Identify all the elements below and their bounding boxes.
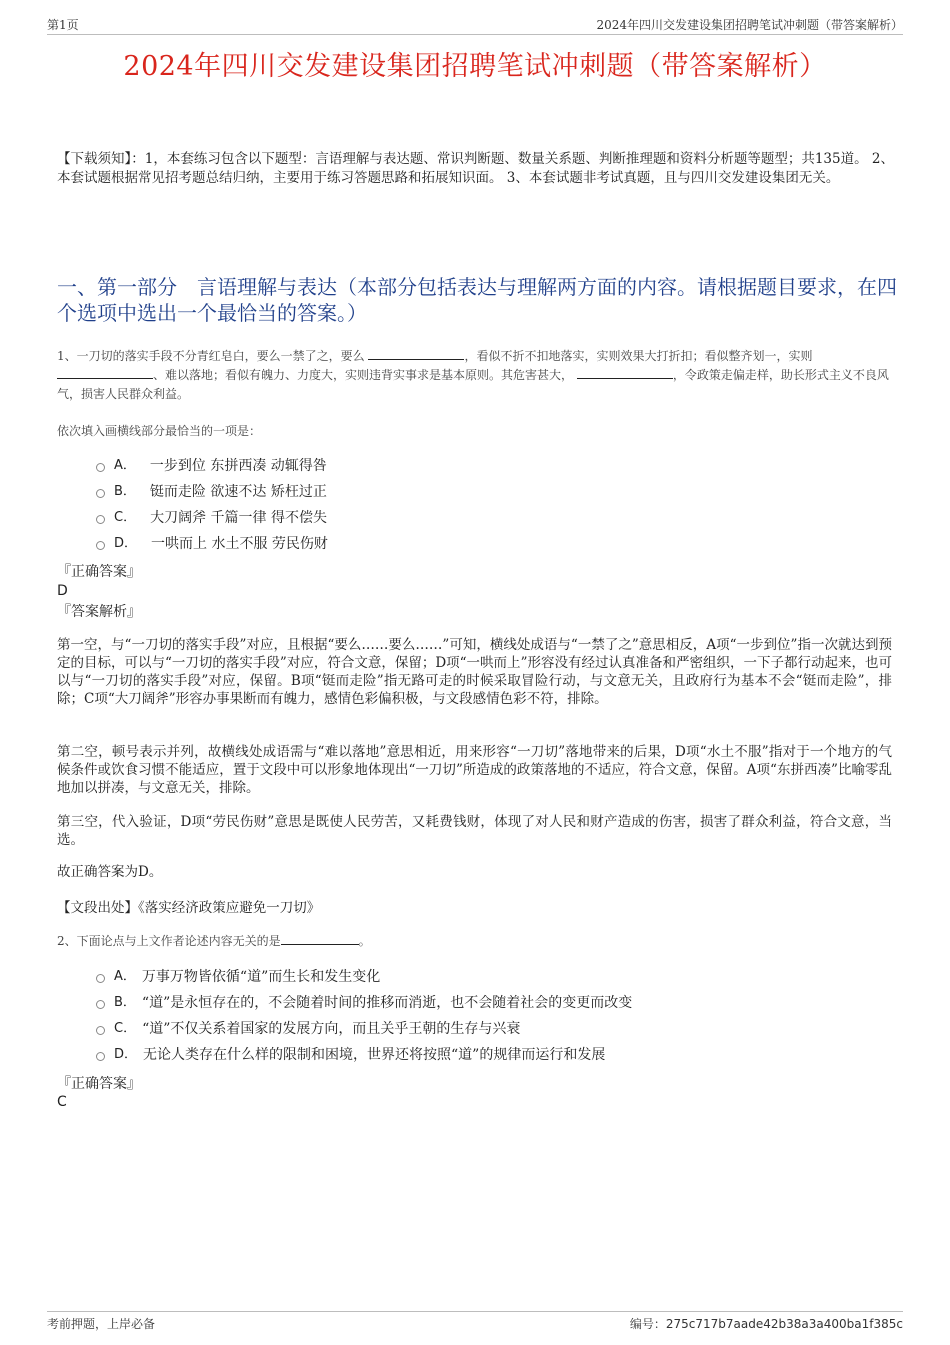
section-heading: 一、第一部分 言语理解与表达（本部分包括表达与理解两方面的内容。请根据题目要求，在四个选项中选出一个最恰当的答案。）: [57, 275, 897, 325]
analysis-paragraph-1: 第一空，与“一刀切的落实手段”对应，且根据“要么……要么……”可知，横线处成语与“一禁了之”意思相反，A项“一步到位”指一次就达到预定的目标，可以与“一刀切的落实手段”对应，符合文意，保留；D项“一哄而上”形容没有经过认真准备和严密组织，一下子都行动起来，也可以与“一刀切的落实手段”对应，保留。B项“铤而走险”指无路可走的时候采取冒险行动，与文意无关，且政府行为基本不会“铤而走险”，排除；C项“大刀阔斧”形容办事果断而有魄力，感情色彩偏积极，与文段感情色彩不符，排除。: [57, 637, 892, 707]
page-footer: [47, 1311, 903, 1334]
source-citation: 【文段出处】《落实经济政策应避免一刀切》: [57, 900, 321, 916]
page-number: 第1页: [47, 18, 79, 32]
radio-icon[interactable]: [96, 1026, 105, 1035]
analysis-paragraph-2: 第二空，顿号表示并列，故横线处成语需与“难以落地”意思相近，用来形容“一刀切”落地带来的后果，D项“水土不服”指对于一个地方的气候条件或饮食习惯不能适应，置于文段中可以形象地体现出“一刀切”所造成的政策落地的不适应，符合文意，保留。A项“东拼西凑”比喻零乱地加以拼凑，与文意无关，排除。: [57, 744, 892, 796]
q1-text-part4: ，令政策走偏走样，助长形式主义不良风气，损害人民群众利益。: [57, 368, 889, 401]
document-code: 编号：275c717b7aade42b38a3a400ba1f385c: [629, 1317, 903, 1331]
q1-option-d[interactable]: D． 一哄而上 水土不服 劳民伤财: [96, 534, 328, 554]
radio-icon[interactable]: [96, 974, 105, 983]
q1-correct-answer-label: 『正确答案』: [57, 564, 141, 580]
q1-option-c[interactable]: C． 大刀阔斧 千篇一律 得不偿失: [96, 508, 327, 528]
analysis-paragraph-3: 第三空，代入验证，D项“劳民伤财”意思是既使人民劳苦，又耗费钱财，体现了对人民和财产造成的伤害，损害了群众利益，符合文意，当选。: [57, 814, 892, 848]
radio-icon[interactable]: [96, 463, 105, 472]
q1-option-a[interactable]: A． 一步到位 东拼西凑 动辄得咎: [96, 456, 327, 476]
document-title: 2024年四川交发建设集团招聘笔试冲刺题（带答案解析）: [123, 51, 827, 82]
footer-slogan: 考前押题，上岸必备: [47, 1317, 156, 1331]
q2-correct-answer-label: 『正确答案』: [57, 1076, 141, 1092]
q2-option-c[interactable]: C． “道”不仅关系着国家的发展方向，而且关乎王朝的生存与兴衰: [96, 1019, 520, 1039]
question-2-stem: 2、下面论点与上文作者论述内容无关的是 。: [57, 934, 371, 948]
radio-icon[interactable]: [96, 489, 105, 498]
question-1-stem: [57, 347, 895, 404]
blank-1: [368, 347, 464, 360]
q2-answer: C: [57, 1094, 67, 1110]
download-notice: 【下载须知】：1，本套练习包含以下题型：言语理解与表达题、常识判断题、数量关系题、判断推理题和资料分析题等题型；共135道。 2、本套试题根据常见招考题总结归纳，主要用于练习答题思路和拓展知识面。 3、本套试题非考试真题，且与四川交发建设集团无关。: [57, 151, 894, 186]
blank: [281, 932, 359, 945]
q1-text-part1: 1、一刀切的落实手段不分青红皂白，要么一禁了之，要么: [57, 349, 365, 363]
q1-answer: D: [57, 583, 68, 599]
question-1-instruction: 依次填入画横线部分最恰当的一项是：: [57, 424, 262, 438]
radio-icon[interactable]: [96, 1000, 105, 1009]
q2-option-b[interactable]: B． “道”是永恒存在的，不会随着时间的推移而消逝，也不会随着社会的变更而改变: [96, 993, 632, 1013]
blank-3: [577, 366, 673, 379]
radio-icon[interactable]: [96, 515, 105, 524]
q2-option-a[interactable]: A． 万事万物皆依循“道”而生长和发生变化: [96, 967, 380, 987]
q2-option-d[interactable]: D． 无论人类存在什么样的限制和困境，世界还将按照“道”的规律而运行和发展: [96, 1045, 605, 1065]
running-title: 2024年四川交发建设集团招聘笔试冲刺题（带答案解析）: [596, 18, 903, 32]
q1-option-b[interactable]: B． 铤而走险 欲速不达 矫枉过正: [96, 482, 327, 502]
q1-text-part3: 、难以落地；看似有魄力、力度大，实则违背实事求是基本原则。其危害甚大，: [153, 368, 574, 382]
q1-text-part2: ，看似不折不扣地落实，实则效果大打折扣；看似整齐划一，实则: [464, 349, 813, 363]
page-header: [47, 14, 903, 35]
blank-2: [57, 366, 153, 379]
radio-icon[interactable]: [96, 1052, 105, 1061]
analysis-conclusion: 故正确答案为D。: [57, 864, 163, 880]
q1-analysis-label: 『答案解析』: [57, 604, 141, 620]
radio-icon[interactable]: [96, 541, 105, 550]
